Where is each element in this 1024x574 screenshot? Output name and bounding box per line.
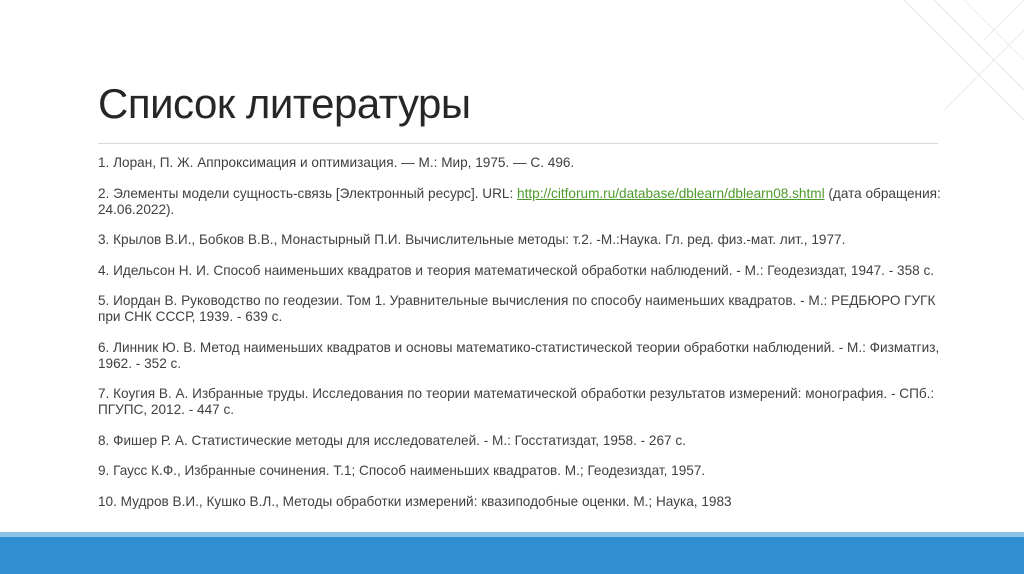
title-divider bbox=[98, 143, 938, 144]
reference-item-3: 3. Крылов В.И., Бобков В.В., Монастырный П.И. Вычислительные методы: т.2. -М.:Наука. Гл. ред. физ.-мат. лит., 1977. bbox=[98, 232, 846, 247]
reference-item-5: 5. Иордан В. Руководство по геодезии. Том 1. Уравнительные вычисления по способу наименьших квадратов. - М.: РЕДБЮРО ГУГК при СНК СССР, 1939. - 639 с. bbox=[98, 293, 936, 324]
reference-text: (дата обращения: 24.06.2022). bbox=[98, 185, 941, 217]
reference-item-1: 1. Лоран, П. Ж. Аппроксимация и оптимизация. — М.: Мир, 1975. — С. 496. bbox=[98, 155, 575, 170]
reference-item-2 bbox=[98, 186, 958, 218]
footer-bar bbox=[0, 537, 1024, 574]
reference-link[interactable]: http://citforum.ru/database/dblearn/dblearn08.shtml bbox=[517, 185, 825, 201]
reference-item-8: 8. Фишер Р. А. Статистические методы для исследователей. - М.: Госстатиздат, 1958. - 267 с. bbox=[98, 432, 686, 448]
reference-text: 2. Элементы модели сущность-связь [Электронный ресурс]. URL: bbox=[98, 185, 518, 201]
reference-item-4: 4. Идельсон Н. И. Способ наименьших квадратов и теория математической обработки наблюдений. - М.: Геодезиздат, 1947. - 358 с. bbox=[98, 262, 935, 278]
reference-item-9: 9. Гаусс К.Ф., Избранные сочинения. Т.1; Способ наименьших квадратов. М.; Геодезиздат, 1957. bbox=[98, 463, 706, 478]
reference-item-10: 10. Мудров В.И., Кушко В.Л., Методы обработки измерений: квазиподобные оценки. М.; Наука, 1983 bbox=[98, 493, 732, 509]
reference-item-7: 7. Коугия В. А. Избранные труды. Исследования по теории математической обработки результатов измерений: монография. - СПб.: ПГУПС, 2012. - 447 с. bbox=[98, 386, 935, 417]
slide-title: Список литературы bbox=[98, 80, 471, 127]
reference-item-6: 6. Линник Ю. В. Метод наименьших квадратов и основы математико-статистической теории обработки наблюдений. - М.: Физматгиз, 1962. - 352 с. bbox=[98, 339, 940, 371]
reference-list bbox=[98, 155, 958, 524]
